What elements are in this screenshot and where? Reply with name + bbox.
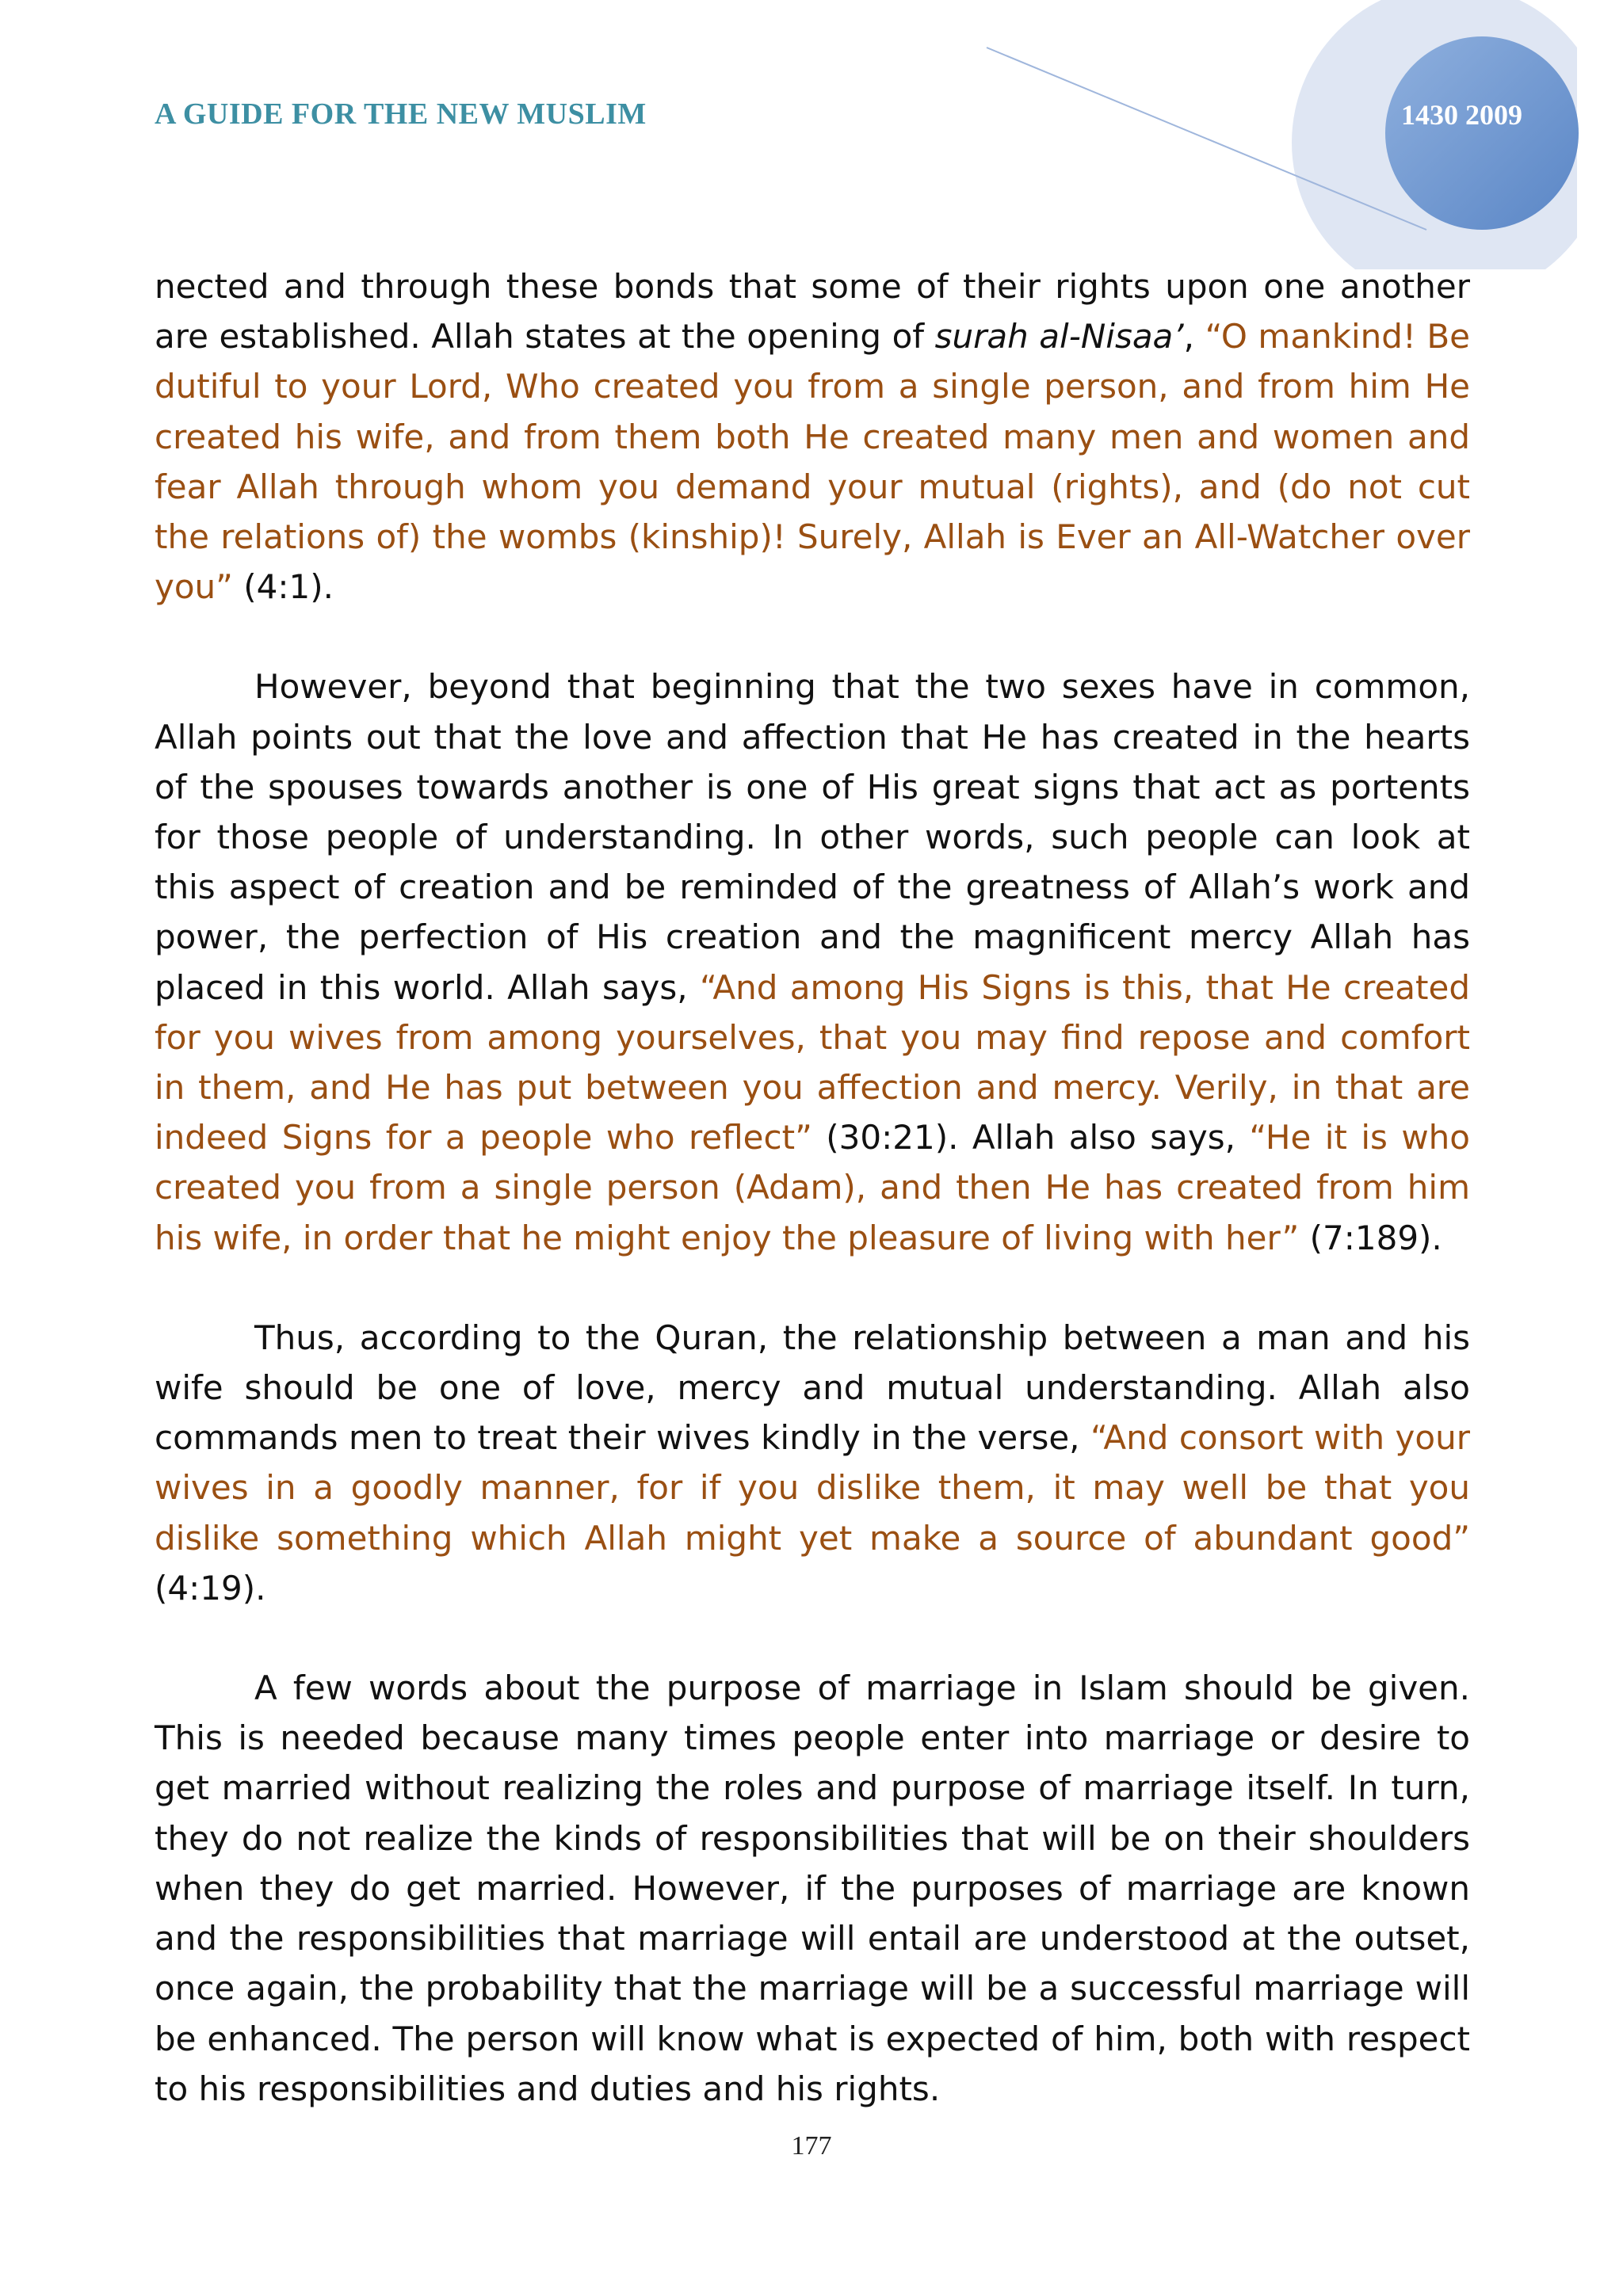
text-run: However, beyond that beginning that the two sexes have in common, Allah points out that the love and affection that He has created in the hearts of the spouses towards another is one of His great signs that act as portents for those people of understanding. In other words, such people can look at this aspect of creation and be reminded of the greatness of Allah’s work and power, the perfection of His creation and the magnificent mercy Allah has placed in this world. Allah says, — [155, 667, 1470, 1007]
quran-quote: “O mankind! Be dutiful to your Lord, Who created you from a single person, and from him He created his wife, and from them both He created many men and women and fear Allah through whom you demand your mutual (rights), and (do not cut the relations of) the wombs (kinship)! Surely, Allah is Ever an All-Watcher over you” — [155, 317, 1470, 607]
page-number: 177 — [791, 2131, 832, 2161]
page-header — [0, 0, 1623, 269]
quran-quote: “And consort with your wives in a goodly manner, for if you dislike them, it may well be that you dislike something which Allah might yet make a source of abundant good” — [155, 1418, 1470, 1558]
paragraph — [155, 261, 1470, 612]
body-text — [155, 261, 1470, 2164]
running-header-title: A GUIDE FOR THE NEW MUSLIM — [155, 97, 647, 131]
quran-quote: “And among His Signs is this, that He created for you wives from among yourselves, that you may find repose and comfort in them, and He has put between you affection and mercy. Verily, in that are indeed Signs for a people who reflect” — [155, 967, 1470, 1158]
decoration-circle — [1385, 36, 1579, 230]
text-run: A few words about the purpose of marriage in Islam should be given. This is needed because many times people enter into marriage or desire to get married without realizing the roles and purpose of marriage itself. In turn, they do not realize the kinds of responsibilities that will be on their shoulders when they do get married. However, if the purposes of marriage are known and the responsibilities that marriage will entail are understood at the outset, once again, the probability that the marriage will be a successful marriage will be enhanced. The person will know what is expected of him, both with respect to his responsibilities and duties and his rights. — [155, 1669, 1470, 2108]
text-run: (30:21). Allah also says, — [812, 1118, 1250, 1158]
paragraph — [155, 1663, 1470, 2114]
text-run: Thus, according to the Quran, the relationship between a man and his wife should be one of love, mercy and mutual understanding. Allah also commands men to treat their wives kindly in the verse, — [155, 1318, 1470, 1458]
text-run: , — [1183, 317, 1205, 357]
paragraph — [155, 1313, 1470, 1613]
italic-term: surah al-Nisaa’ — [934, 317, 1184, 357]
quran-quote: “He it is who created you from a single person (Adam), and then He has created from him his wife, in order that he might enjoy the pleasure of living with her” — [155, 1118, 1470, 1257]
text-run: (4:19). — [155, 1568, 266, 1608]
text-run: nected and through these bonds that some of their rights upon one another are established. Allah states at the opening of — [155, 267, 1470, 357]
header-year: 1430 2009 — [1401, 99, 1522, 131]
header-circle-decoration — [0, 0, 1623, 269]
text-run: (4:1). — [232, 567, 334, 607]
paragraph — [155, 662, 1470, 1262]
text-run: (7:189). — [1299, 1218, 1442, 1257]
